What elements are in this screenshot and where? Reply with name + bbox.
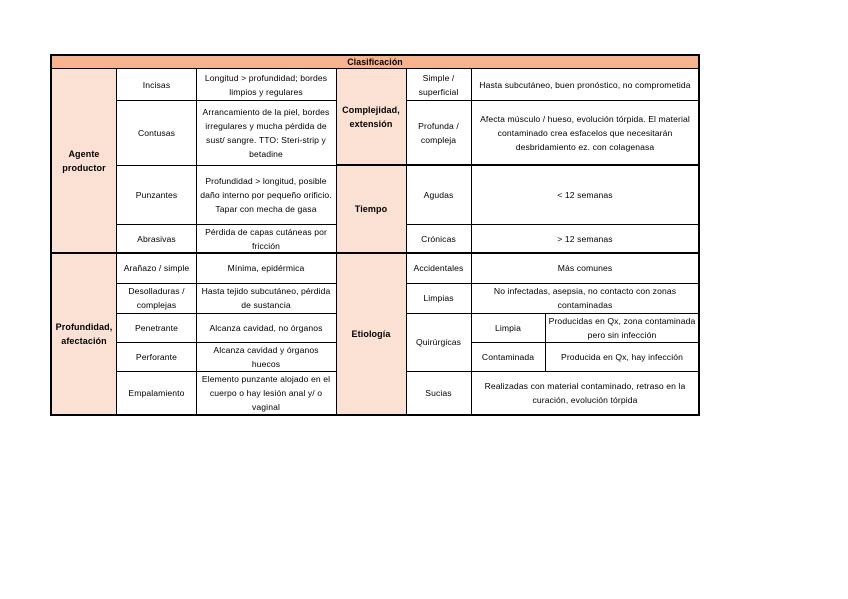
row-line-r5	[471, 342, 699, 343]
row-cronicas-desc: > 12 semanas	[557, 233, 613, 244]
col-line-1	[116, 69, 117, 415]
row-agudas-desc: < 12 semanas	[557, 189, 613, 200]
row-desolladuras-desc: Hasta tejido subcutáneo, pérdida de sustancia	[201, 286, 331, 310]
row-accidentales-type: Accidentales	[413, 263, 464, 273]
row-line-l4	[117, 283, 336, 284]
section-divider	[50, 252, 700, 254]
border-left	[50, 54, 52, 416]
row-desolladuras-type: Desolladuras / complejas	[128, 286, 185, 310]
row-agudas-type: Agudas	[423, 189, 454, 200]
row-profunda-desc: Afecta músculo / hueso, evolución tórpida. El material contaminado crea esfacelos que necesitarán desbridamiento ez. con colagenasa	[480, 113, 690, 152]
row-line-l5	[117, 313, 336, 314]
row-line-r1	[406, 100, 699, 101]
col-line-3	[336, 69, 337, 415]
border-bottom	[50, 414, 700, 416]
border-top	[50, 54, 700, 56]
row-limpias-type: Limpias	[423, 293, 454, 303]
group-profundidad: Profundidad, afectación	[51, 253, 117, 415]
row-line-r4	[406, 313, 699, 314]
group-agente-productor: Agente productor	[51, 69, 117, 253]
row-quirurgicas-type: Quirúrgicas	[415, 337, 462, 347]
row-quir-contaminada-label: Contaminada	[481, 351, 535, 362]
group-tiempo: Tiempo	[336, 165, 406, 253]
row-penetrante-desc: Alcanza cavidad, no órganos	[209, 322, 323, 333]
row-empalamiento-desc: Elemento punzante alojado en el cuerpo o hay lesión anal y/ o vaginal	[201, 374, 331, 412]
row-abrasivas-desc: Pérdida de capas cutáneas por fricción	[205, 226, 327, 251]
row-quir-limpia-label: Limpia	[495, 322, 521, 333]
row-contusas-type: Contusas	[137, 127, 176, 138]
row-contusas-desc: Arrancamiento de la piel, bordes irregulares y mucha pérdida de sust/ sangre. TTO: Steri-strip y betadine	[202, 106, 330, 159]
row-perforante-desc: Alcanza cavidad y órganos huecos	[213, 344, 319, 369]
table-header: Clasificación	[51, 55, 699, 69]
col-line-4	[406, 69, 407, 415]
row-line-l6	[117, 342, 336, 343]
row-aranazo-type: Arañazo / simple	[123, 263, 190, 273]
row-punzantes-type: Punzantes	[135, 189, 178, 200]
row-line-l3	[117, 224, 336, 225]
row-limpias-desc: No infectadas, asepsia, no contacto con zonas contaminadas	[493, 286, 677, 310]
row-incisas-desc: Longitud > profundidad; bordes limpios y regulares	[204, 72, 328, 97]
row-penetrante-type: Penetrante	[134, 322, 179, 333]
header-divider	[50, 68, 700, 69]
col-line-5	[471, 69, 472, 415]
row-line-l7	[117, 371, 336, 372]
row-abrasivas-type: Abrasivas	[137, 233, 176, 244]
row-sucias-type: Sucias	[425, 388, 452, 398]
row-empalamiento-type: Empalamiento	[128, 388, 185, 398]
row-aranazo-desc: Mínima, epidérmica	[227, 263, 305, 273]
row-quir-contaminada-desc: Producida en Qx, hay infección	[561, 351, 683, 362]
row-cronicas-type: Crónicas	[421, 233, 456, 244]
row-simple-desc: Hasta subcutáneo, buen pronóstico, no comprometida	[479, 79, 691, 90]
group-etiologia: Etiología	[336, 253, 406, 415]
row-perforante-type: Perforante	[135, 351, 178, 362]
row-quir-limpia-desc: Producidas en Qx, zona contaminada pero sin infección	[548, 315, 696, 340]
group-complejidad: Complejidad, extensión	[336, 69, 406, 165]
row-line-r6	[406, 371, 699, 372]
row-line-r2	[406, 224, 699, 225]
row-simple-type: Simple / superficial	[418, 72, 459, 97]
group-line-tiempo	[336, 164, 700, 166]
row-incisas-type: Incisas	[142, 79, 171, 90]
row-line-r3	[406, 283, 699, 284]
row-accidentales-desc: Más comunes	[557, 263, 613, 273]
row-line-l1	[117, 100, 336, 101]
row-punzantes-desc: Profundidad > longitud, posible daño interno por pequeño orificio. Tapar con mecha de gasa	[200, 175, 332, 214]
row-line-l2	[117, 165, 336, 166]
row-profunda-type: Profunda / compleja	[418, 120, 459, 145]
border-right	[698, 54, 700, 416]
row-sucias-desc: Realizadas con material contaminado, retraso en la curación, evolución tórpida	[484, 381, 686, 405]
col-line-2	[196, 69, 197, 415]
